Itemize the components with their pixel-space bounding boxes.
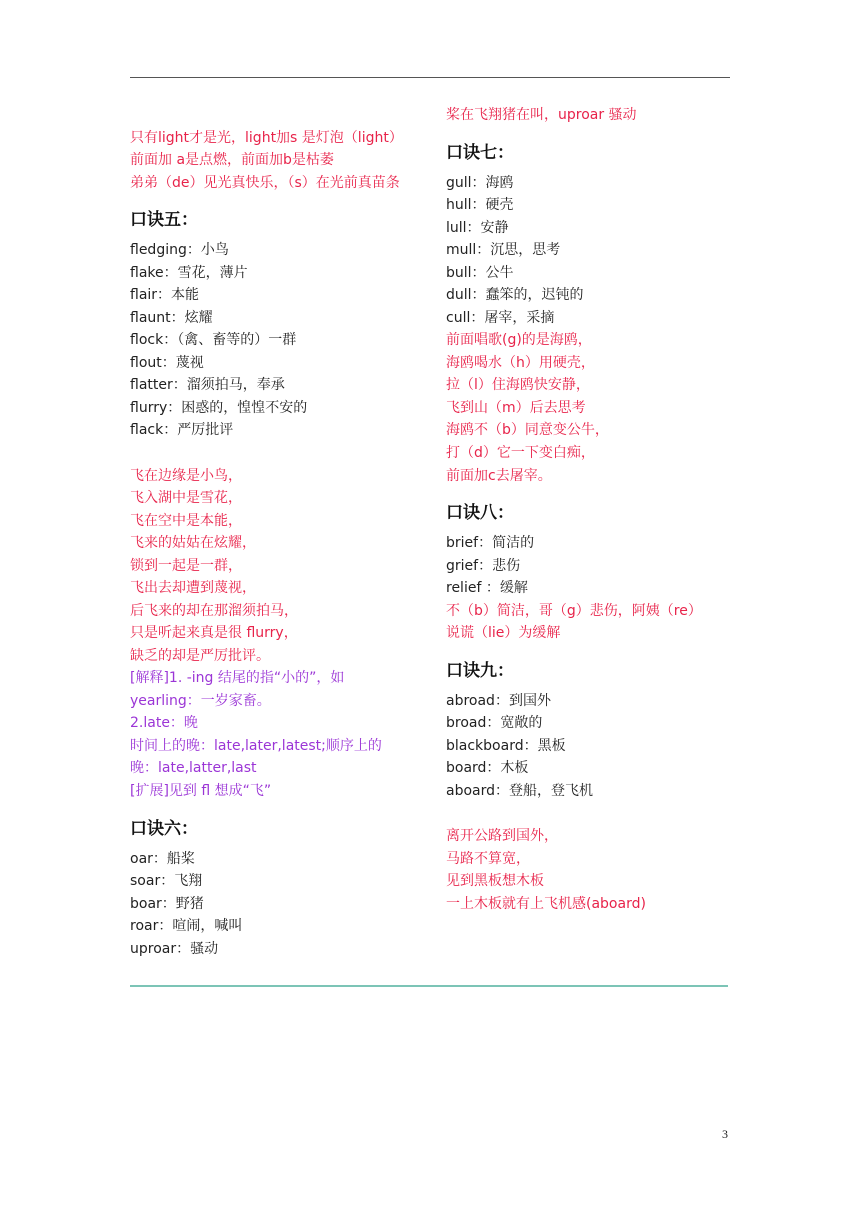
page-number: 3 bbox=[722, 1127, 728, 1141]
note-line: [扩展]见到 fl 想成“飞” bbox=[130, 783, 272, 799]
poem-line: 不（b）简洁，哥（g）悲伤，阿姨（re） bbox=[446, 603, 702, 619]
section-heading-7: 口诀七： bbox=[446, 143, 514, 163]
word-entry: brief：简洁的 bbox=[446, 535, 535, 551]
word-entry: boar：野猪 bbox=[130, 896, 204, 912]
poem-line: 前面唱歌(g)的是海鸥， bbox=[446, 332, 592, 348]
section-heading-5: 口诀五： bbox=[130, 210, 198, 230]
header-rule bbox=[130, 77, 730, 78]
poem-line: 飞到山（m）后去思考 bbox=[446, 400, 586, 416]
intro-line: 只有light才是光，light加s 是灯泡（light） bbox=[130, 130, 403, 146]
word-entry: cull：屠宰，采摘 bbox=[446, 310, 555, 326]
poem-line: 飞在边缘是小鸟， bbox=[130, 468, 242, 484]
section-heading-6: 口诀六： bbox=[130, 819, 198, 839]
word-entry: lull：安静 bbox=[446, 220, 509, 236]
word-entry: hull：硬壳 bbox=[446, 197, 514, 213]
word-entry: grief：悲伤 bbox=[446, 558, 521, 574]
word-entry: mull：沉思，思考 bbox=[446, 242, 561, 258]
word-entry: uproar：骚动 bbox=[130, 941, 219, 957]
word-entry: flair：本能 bbox=[130, 287, 200, 303]
word-entry: aboard：登船，登飞机 bbox=[446, 783, 594, 799]
poem-line: 打（d）它一下变白痴， bbox=[446, 445, 595, 461]
word-entry: flock：（禽、畜等的）一群 bbox=[130, 332, 297, 348]
poem-line: 缺乏的却是严厉批评。 bbox=[130, 648, 270, 664]
intro-line: 弟弟（de）见光真快乐，（s）在光前真苗条 bbox=[130, 175, 400, 191]
poem-line: 拉（l）住海鸥快安静， bbox=[446, 377, 590, 393]
word-entry: broad：宽敞的 bbox=[446, 715, 543, 731]
footer-rule bbox=[130, 985, 728, 987]
poem-line: 只是听起来真是很 flurry， bbox=[130, 625, 298, 641]
word-entry: flack：严厉批评 bbox=[130, 422, 234, 438]
word-entry: blackboard：黑板 bbox=[446, 738, 566, 754]
word-entry: flout：蔑视 bbox=[130, 355, 204, 371]
note-line: 2.late：晚 bbox=[130, 715, 198, 731]
poem-line: 前面加c去屠宰。 bbox=[446, 468, 552, 484]
section-heading-9: 口诀九： bbox=[446, 661, 514, 681]
poem-line: 海鸥不（b）同意变公牛， bbox=[446, 422, 609, 438]
word-entry: board：木板 bbox=[446, 760, 529, 776]
section-heading-8: 口诀八： bbox=[446, 503, 514, 523]
poem-line: 飞来的姑姑在炫耀， bbox=[130, 535, 256, 551]
poem-line: 离开公路到国外， bbox=[446, 828, 558, 844]
note-line: 晚：late,latter,last bbox=[130, 760, 257, 776]
poem-line: 海鸥喝水（h）用硬壳， bbox=[446, 355, 595, 371]
word-entry: oar：船桨 bbox=[130, 851, 195, 867]
poem-line: 桨在飞翔猪在叫，uproar 骚动 bbox=[446, 107, 637, 123]
word-entry: soar：飞翔 bbox=[130, 873, 203, 889]
poem-line: 一上木板就有上飞机感(aboard) bbox=[446, 896, 646, 912]
poem-line: 说谎（lie）为缓解 bbox=[446, 625, 561, 641]
poem-line: 飞在空中是本能， bbox=[130, 513, 242, 529]
word-entry: flake：雪花，薄片 bbox=[130, 265, 248, 281]
note-line: 时间上的晚：late,later,latest;顺序上的 bbox=[130, 738, 382, 754]
poem-line: 马路不算宽， bbox=[446, 851, 530, 867]
word-entry: flatter：溜须拍马，奉承 bbox=[130, 377, 285, 393]
word-entry: bull：公牛 bbox=[446, 265, 514, 281]
intro-line: 前面加 a是点燃，前面加b是枯萎 bbox=[130, 152, 334, 168]
word-entry: dull：蠢笨的，迟钝的 bbox=[446, 287, 584, 303]
note-line: yearling：一岁家畜。 bbox=[130, 693, 271, 709]
poem-line: 飞出去却遭到蔑视， bbox=[130, 580, 256, 596]
poem-line: 见到黑板想木板 bbox=[446, 873, 544, 889]
word-entry: flurry：困惑的，惶惶不安的 bbox=[130, 400, 308, 416]
poem-line: 飞入湖中是雪花， bbox=[130, 490, 242, 506]
word-entry: abroad：到国外 bbox=[446, 693, 551, 709]
poem-line: 后飞来的却在那溜须拍马， bbox=[130, 603, 298, 619]
word-entry: fledging：小鸟 bbox=[130, 242, 229, 258]
note-line: [解释]1. -ing 结尾的指“小的”，如 bbox=[130, 670, 345, 686]
word-entry: roar：喧闹，喊叫 bbox=[130, 918, 243, 934]
word-entry: relief ：缓解 bbox=[446, 580, 528, 596]
word-entry: gull：海鸥 bbox=[446, 175, 514, 191]
word-entry: flaunt：炫耀 bbox=[130, 310, 213, 326]
poem-line: 锁到一起是一群， bbox=[130, 558, 242, 574]
